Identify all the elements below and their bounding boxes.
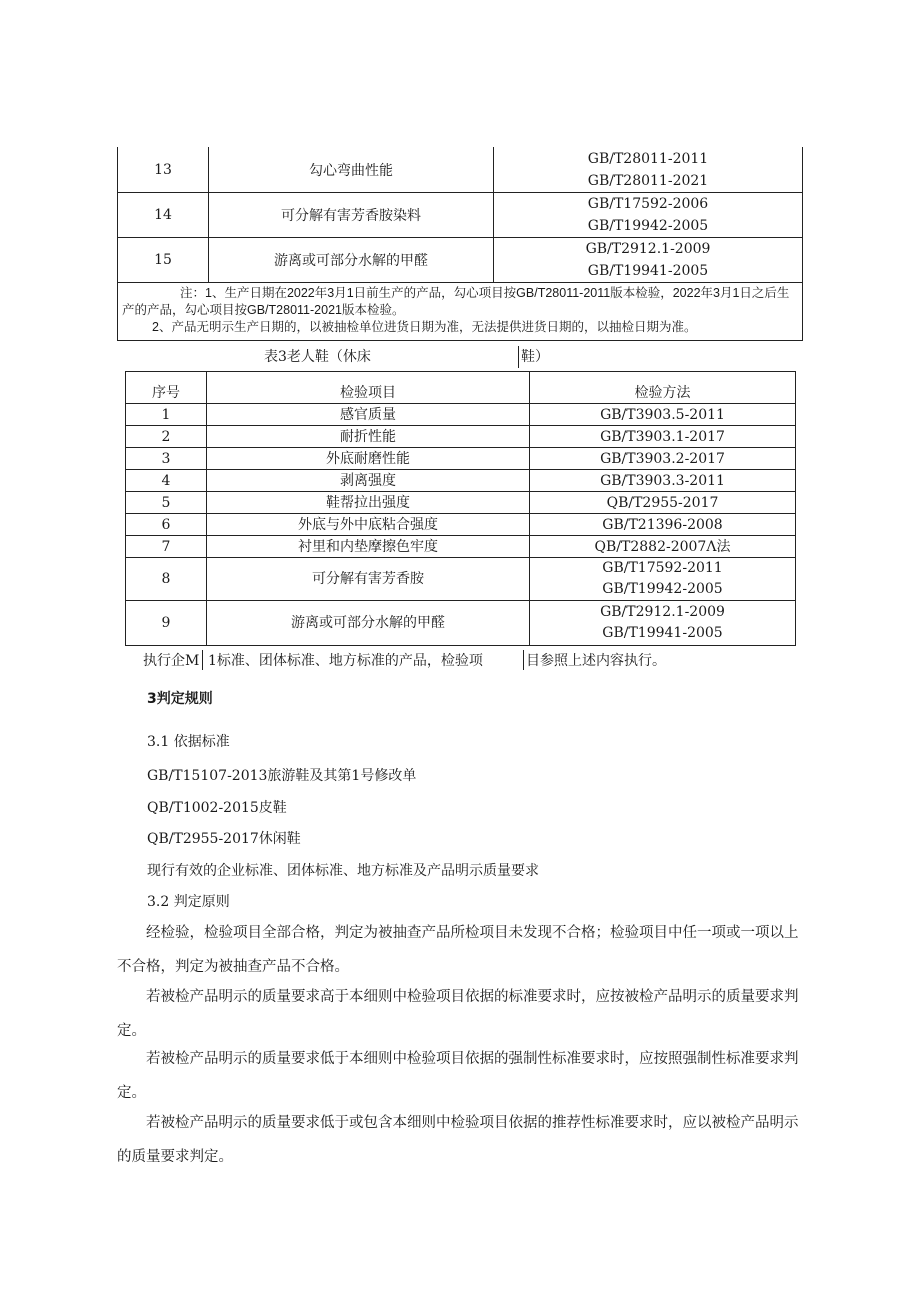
test-method: GB/T28011-2011 GB/T28011-2021: [494, 147, 803, 193]
divider: [518, 346, 519, 368]
test-item: 鞋帮拉出强度: [207, 492, 530, 514]
table-header-row: [126, 372, 796, 404]
test-method: GB/T3903.3-2011: [530, 470, 796, 492]
paragraph: 若被检产品明示的质量要求低于或包含本细则中检验项目依据的推荐性标准要求时，应以被检产品明示的质量要求判定。: [117, 1115, 799, 1165]
table-row: [118, 238, 803, 283]
test-method: GB/T17592-2011 GB/T19942-2005: [530, 558, 796, 601]
table-row: [126, 404, 796, 426]
table-row: [126, 426, 796, 448]
table-caption-tail: 鞋）: [521, 349, 549, 365]
test-item: 可分解有害芳香胺: [207, 558, 530, 601]
subsection-heading: 3.2 判定原则: [147, 894, 230, 910]
subsection-heading: 3.1 依据标准: [147, 734, 230, 750]
test-method: GB/T3903.1-2017: [530, 426, 796, 448]
table-row: [126, 558, 796, 601]
table-note: [118, 283, 803, 341]
divider: [523, 650, 524, 670]
table-row: [126, 536, 796, 558]
execution-note-part2: 1标准、团体标准、地方标准的产品，检验项: [208, 653, 483, 669]
note-1: 注：1、生产日期在2022年3月1日前生产的产品，勾心项目按GB/T28011-2011版本检验，2022年3月1日之后生产的产品，勾心项目按GB/T28011-2021版本检验。: [122, 286, 790, 317]
row-number: 13: [118, 147, 209, 193]
paragraph: 经检验，检验项目全部合格，判定为被抽查产品所检项目未发现不合格；检验项目中任一项或一项以上不合格，判定为被抽查产品不合格。: [117, 925, 799, 975]
paragraph: 若被检产品明示的质量要求低于本细则中检验项目依据的强制性标准要求时，应按照强制性标准要求判定。: [117, 1051, 799, 1101]
test-method: GB/T21396-2008: [530, 514, 796, 536]
row-number: 8: [126, 558, 207, 601]
test-item: 游离或可部分水解的甲醛: [207, 601, 530, 646]
table-row: [126, 492, 796, 514]
test-method: QB/T2882-2007Λ法: [530, 536, 796, 558]
table-row: [126, 514, 796, 536]
execution-note-part3: 目参照上述内容执行。: [526, 653, 666, 669]
test-item: 可分解有害芳香胺染料: [209, 193, 494, 238]
table-row: [118, 147, 803, 193]
table-row: [118, 193, 803, 238]
row-number: 14: [118, 193, 209, 238]
test-item: 耐折性能: [207, 426, 530, 448]
paragraph: 若被检产品明示的质量要求高于本细则中检验项目依据的标准要求时，应按被检产品明示的质量要求判定。: [117, 989, 799, 1039]
table-note-row: [118, 283, 803, 341]
row-number: 3: [126, 448, 207, 470]
row-number: 2: [126, 426, 207, 448]
header-item: 检验项目: [207, 372, 530, 404]
standard-item: QB/T2955-2017休闲鞋: [147, 831, 301, 847]
row-number: 4: [126, 470, 207, 492]
test-method: GB/T2912.1-2009 GB/T19941-2005: [494, 238, 803, 283]
row-number: 15: [118, 238, 209, 283]
row-number: 7: [126, 536, 207, 558]
test-method: GB/T3903.5-2011: [530, 404, 796, 426]
test-item: 感官质量: [207, 404, 530, 426]
elderly-shoes-test-table: [125, 371, 796, 646]
header-no: 序号: [126, 372, 207, 404]
standard-item: 现行有效的企业标准、团体标准、地方标准及产品明示质量要求: [147, 863, 539, 879]
table-caption: 表3老人鞋（休床: [264, 349, 371, 365]
section-heading: 3判定规则: [147, 691, 213, 707]
test-item: 剥离强度: [207, 470, 530, 492]
test-item: 衬里和内垫摩擦色牢度: [207, 536, 530, 558]
test-item: 勾心弯曲性能: [209, 147, 494, 193]
test-method: GB/T3903.2-2017: [530, 448, 796, 470]
test-item: 游离或可部分水解的甲醛: [209, 238, 494, 283]
standard-item: GB/T15107-2013旅游鞋及其第1号修改单: [147, 768, 417, 784]
row-number: 1: [126, 404, 207, 426]
row-number: 9: [126, 601, 207, 646]
table-row: [126, 448, 796, 470]
standard-item: QB/T1002-2015皮鞋: [147, 800, 287, 816]
test-method: GB/T17592-2006 GB/T19942-2005: [494, 193, 803, 238]
divider: [202, 650, 203, 670]
test-method: GB/T2912.1-2009 GB/T19941-2005: [530, 601, 796, 646]
row-number: 5: [126, 492, 207, 514]
test-item: 外底与外中底粘合强度: [207, 514, 530, 536]
execution-note: [143, 650, 666, 670]
continued-test-table: [117, 147, 803, 341]
test-method: QB/T2955-2017: [530, 492, 796, 514]
table-row: [126, 601, 796, 646]
test-item: 外底耐磨性能: [207, 448, 530, 470]
row-number: 6: [126, 514, 207, 536]
execution-note-part1: 执行企M: [143, 653, 200, 669]
header-method: 检验方法: [530, 372, 796, 404]
table-row: [126, 470, 796, 492]
note-2: 2、产品无明示生产日期的，以被抽检单位进货日期为准，无法提供进货日期的，以抽检日期为准。: [152, 320, 697, 334]
